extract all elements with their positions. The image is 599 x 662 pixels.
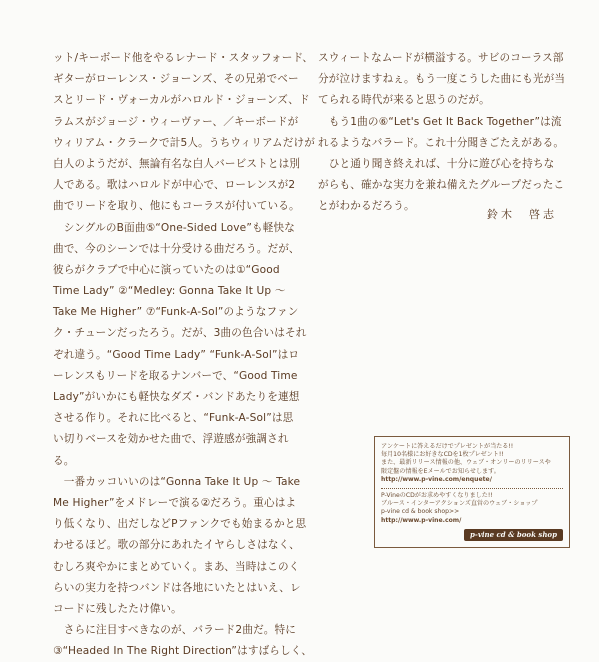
article-text-line: る。 [53, 454, 75, 467]
ad-text-line: また、最新リリース情報の他、ウェブ・オンリーのリリースや [381, 459, 551, 467]
article-text-line: 曲で、今のシーンでは十分受ける曲だろう。だが、 [53, 242, 300, 255]
article-text-line: コードに残したたけ偉い。 [53, 602, 182, 615]
article-text-line: 彼らがクラブで中心に演っていたのは①“Good [53, 263, 280, 276]
article-text-line: Lady”がいかにも軽快なダズ・バンドあたりを連想 [53, 391, 300, 403]
article-text-line: 人である。歌はハロルドが中心で、ローレンスが2 [53, 179, 296, 192]
article-text-line: スとリード・ヴォーカルがハロルド・ジョーンズ、ド [53, 94, 310, 107]
article-text-line: ーレンスもリードを取るナンバーで、“Good Time [53, 369, 298, 382]
article-text-line: Take Me Higher” ⑦“Funk-A-Sol”のようなファン [53, 306, 299, 319]
article-text-line: ぞれ違う。“Good Time Lady” “Funk-A-Sol”はロ [53, 348, 300, 361]
ad-text-line: p-vine cd & book shop>> [381, 508, 460, 516]
article-text-line: むしろ爽やかにまとめていく。まあ、当時はこのく [53, 560, 300, 573]
article-text-line: がらも、確かな実力を兼ね備えたグループだったこ [318, 179, 565, 192]
ad-survey-text [381, 443, 563, 476]
survey-shop-ad-box [374, 436, 570, 548]
article-text-line: 白人のようだが、無論有名な白人バービストとは別 [53, 157, 301, 170]
article-text-line: スウィートなムードが横溢する。サビのコーラス部 [318, 52, 564, 64]
article-text-line: ラムスがジョージ・ウィーヴァー、／キーボードが [53, 115, 299, 128]
ad-shop-text [381, 492, 563, 517]
article-right-column [318, 48, 568, 218]
article-text-line: ウィリアム・クラークで計5人。うちウィリアムだけが [53, 136, 315, 149]
article-text-line: 分が泣けますねぇ。もう一度こうした曲にも光が当 [318, 73, 566, 86]
shop-logo-badge: p-vine cd & book shop [464, 529, 563, 541]
article-text-line: 一番カッコいいのは“Gonna Take It Up ～ Take [53, 475, 301, 488]
article-text-line: てられる時代が来ると思うのだが。 [318, 94, 490, 107]
article-text-line: さらに注目すべきなのが、バラード2曲だ。特に [53, 624, 297, 637]
ad-divider [381, 488, 563, 489]
article-text-line: ギターがローレンス・ジョーンズ、その兄弟でベー [53, 73, 299, 86]
article-text-line: わせるほど。歌の部分にあれたイヤらしさはなく、 [53, 539, 300, 552]
article-text-line: とがわかるだろう。 [318, 200, 415, 213]
shop-url-link[interactable]: http://www.p-vine.com/ [381, 516, 462, 524]
survey-url-link[interactable]: http://www.p-vine.com/enquete/ [381, 475, 492, 483]
article-text-line: ひと通り聞き終えれば、十分に遊び心を持ちな [318, 157, 555, 170]
article-left-column [53, 48, 315, 662]
ad-text-line: P-VineのCDがお求めやすくなりました!! [381, 492, 493, 500]
article-text-line: Time Lady” ②“Medley: Gonna Take It Up ～ [53, 285, 286, 298]
ad-text-line: 限定盤の情報をEメールでお知らせします。 [381, 467, 500, 475]
article-text-line: もう1曲の⑥“Let's Get It Back Together”は流 [318, 115, 562, 128]
article-text-line: 曲でリードを取り、他にもコーラスが付いている。 [53, 200, 300, 213]
article-text-line: Me Higher”をメドレーで演る②だろう。重心はよ [53, 496, 297, 509]
article-text-line: れるようなバラード。これ十分聞きごたえがある。 [318, 136, 565, 149]
article-text-line: させる作り。それに比べると、“Funk-A-Sol”は思 [53, 412, 294, 425]
article-text-line: り低くなり、出だしなどPファンクでも始まるかと思 [53, 518, 307, 531]
article-text-line: らいの実力を持つバンドは各地にいたとはいえ、レ [53, 581, 301, 594]
article-text-line: い切りベースを効かせた曲で、浮遊感が強調され [53, 433, 289, 446]
article-text-line: シングルのB面曲⑤“One-Sided Love”も軽快な [53, 221, 295, 234]
article-text-line: ク・チューンだったろう。だが、3曲の色合いはそれ [53, 327, 307, 340]
author-name: 鈴木 啓志 [487, 208, 557, 221]
ad-text-line: 毎月10名様にお好きなCDを1枚プレゼント!! [381, 451, 504, 459]
ad-text-line: ブルース・インターアクションズ直営のウェブ・ショップ [381, 500, 538, 508]
article-text-line: ③“Headed In The Right Direction”はすばらしく、 [53, 645, 313, 658]
article-text-line: ット/キーボード他をやるレナード・スタッフォード、 [53, 52, 314, 64]
ad-text-line: アンケートに答えるだけでプレゼントが当たる!! [381, 443, 514, 450]
